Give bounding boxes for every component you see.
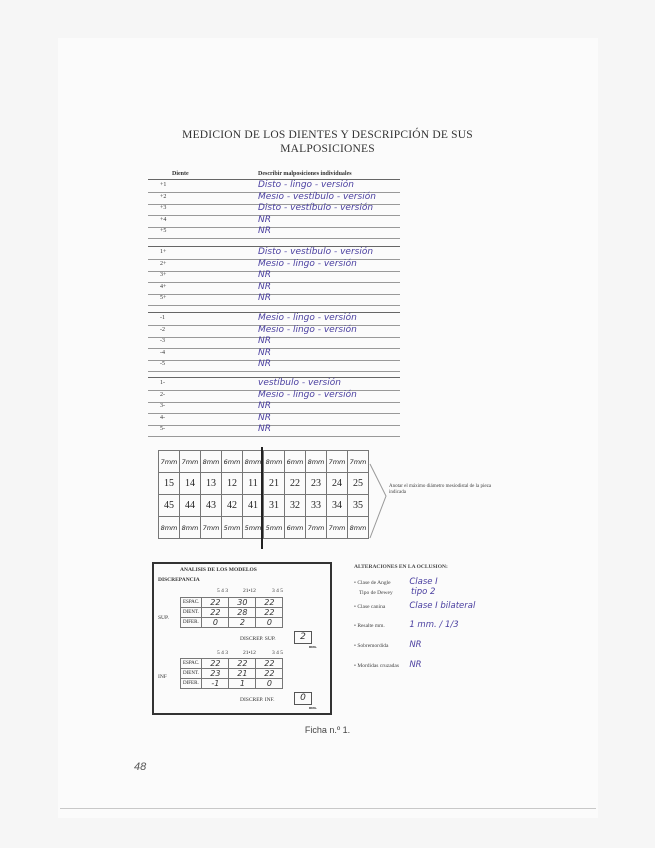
malposition-text: Mesio - lingo - versión [258,258,357,269]
tooth-label: 2- [160,391,165,398]
analysis-value: 22 [256,669,283,679]
diameter-cell: 5mm [243,517,264,539]
tooth-label: 5+ [160,295,167,301]
alteraciones-title: ALTERACIONES EN LA OCLUSION: [354,564,448,570]
column-header-malpositions: Describir malposiciones individuales [258,171,352,177]
document-title [0,128,655,156]
row-label: DIFER. [181,679,202,689]
diameter-cell: 8mm [159,517,180,539]
alteracion-label: Sobremordida [357,643,389,649]
col-label: 5 4 3 [217,650,228,656]
diameter-cell: 8mm [348,517,369,539]
malposition-text: NR [258,401,271,411]
alteracion-item [354,640,422,650]
table-row [148,359,400,372]
row-label: DIENT. [181,608,202,618]
table-row [148,424,400,437]
tooth-number-cell: 43 [201,495,222,517]
malposition-text: NR [258,270,271,280]
bullet: • [354,580,358,586]
analysis-value: 0 [256,618,283,628]
alteracion-item [354,587,435,597]
tooth-label: -5 [160,361,165,367]
row-label: DIENT. [181,669,202,679]
table-row [148,293,400,306]
tooth-label: +4 [160,216,167,223]
malposition-text: Mesio - vestíbulo - versión [258,191,376,202]
table-row [148,226,400,239]
analysis-value: 0 [256,679,283,689]
tooth-number-cell: 42 [222,495,243,517]
tooth-number-cell: 22 [285,473,306,495]
tooth-number-cell: 44 [180,495,201,517]
diameter-cell: 6mm [222,451,243,473]
grid-note: Anotar el máximo diámetro mesiodistal de la pieza indicada [389,484,492,495]
analysis-value: 28 [229,608,256,618]
diameter-cell: 5mm [264,517,285,539]
alteracion-value: NR [409,660,422,670]
analysis-value: 22 [256,598,283,608]
malposition-text: NR [258,359,271,369]
analysis-value: 1 [229,679,256,689]
tooth-number-cell: 14 [180,473,201,495]
alteracion-item [354,577,438,587]
malposition-text: Mesio - lingo - versión [258,313,357,323]
malposition-text: Disto - lingo - versión [258,180,354,190]
analysis-value: 22 [256,608,283,618]
tooth-label: +2 [160,193,167,200]
tooth-label: -4 [160,349,165,356]
tooth-label: 5- [160,426,165,432]
alteracion-label: Tipo de Dewey [359,590,393,596]
diameter-cell: 7mm [327,517,348,539]
analysis-value: 0 [202,618,229,628]
row-label: ESPAC. [181,598,202,608]
analysis-value: 21 [229,669,256,679]
malposition-text: NR [258,281,271,292]
row-label: ESPAC. [181,659,202,669]
diameter-cell: 7mm [159,451,180,473]
malposition-text: NR [258,412,271,423]
analysis-value: 22 [256,659,283,669]
tooth-measurement-grid [158,450,369,539]
tooth-label: -1 [160,315,165,321]
tooth-label: +1 [160,182,167,188]
alteracion-value: 1 mm. / 1/3 [409,620,459,630]
tooth-label: +3 [160,205,167,211]
diameter-cell: 8mm [180,517,201,539]
col-label: 3 4 5 [272,588,283,594]
tooth-label: 3- [160,403,165,409]
tooth-label: +5 [160,228,167,234]
diameter-cell: 7mm [306,517,327,539]
diameter-cell: 8mm [243,451,264,473]
analysis-value: 22 [229,659,256,669]
alteracion-label: Mordidas cruzadas [357,663,400,669]
analysis-subtitle: DISCREPANCIA [158,577,200,583]
diameter-cell: 8mm [201,451,222,473]
page-number: 48 [134,761,147,773]
alteracion-value: NR [409,640,422,650]
discrep-sup-label: DISCREP. SUP. [240,636,276,642]
title-line-2: MALPOSICIONES [280,143,375,155]
analysis-value: 23 [202,669,229,679]
diameter-cell: 5mm [222,517,243,539]
malposition-text: NR [258,336,271,346]
sup-label: SUP. [158,615,169,621]
col-label: 5 4 3 [217,588,228,594]
alteracion-value: tipo 2 [411,587,436,597]
malposition-text: Mesio - lingo - versión [258,324,357,335]
inf-table [180,658,283,689]
tooth-number-cell: 24 [327,473,348,495]
col-label: 21•12 [243,588,256,594]
analysis-value: 22 [202,608,229,618]
tooth-label: -2 [160,326,165,333]
analysis-value: 22 [202,659,229,669]
tooth-number-cell: 25 [348,473,369,495]
figure-caption: Ficha n.º 1. [304,725,351,735]
analysis-value: 2 [229,618,256,628]
analysis-value: 30 [229,598,256,608]
tooth-number-cell: 35 [348,495,369,517]
col-label: 3 4 5 [272,650,283,656]
alteracion-label: Resalte mm. [357,623,385,629]
alteracion-item [354,620,459,630]
tooth-label: 1+ [160,249,167,255]
analysis-title: ANALISIS DE LOS MODELOS [180,567,257,573]
column-header-tooth: Diente [172,171,189,177]
diameter-cell: 7mm [201,517,222,539]
discrep-inf-label: DISCREP. INF. [240,697,275,703]
tooth-label: 1- [160,380,165,386]
bullet: • [354,663,358,669]
analysis-value: -1 [202,679,229,689]
analysis-value: 22 [202,598,229,608]
alteracion-value: Clase I bilateral [409,601,476,611]
bullet: • [354,643,358,649]
model-analysis-box [152,562,332,715]
tooth-number-cell: 34 [327,495,348,517]
discrep-sup-value: 2 [294,631,312,644]
malposition-text: NR [258,293,271,303]
tooth-number-cell: 31 [264,495,285,517]
tooth-number-cell: 23 [306,473,327,495]
unit-label: mm. [309,644,317,649]
diameter-cell: 7mm [327,451,348,473]
alteracion-label: Clase de Angle [357,580,391,586]
malposition-text: NR [258,226,271,236]
title-line-1: MEDICION DE LOS DIENTES Y DESCRIPCIÓN DE SUS [182,129,473,141]
sup-table [180,597,283,628]
tooth-number-cell: 12 [222,473,243,495]
tooth-number-cell: 15 [159,473,180,495]
col-label: 21•12 [243,650,256,656]
row-label: DIFER. [181,618,202,628]
unit-label: mm. [309,705,317,710]
tooth-label: 3+ [160,272,167,278]
tooth-label: 4+ [160,283,167,290]
malposition-text: Mesio - lingo - versión [258,389,357,400]
diameter-cell: 6mm [285,517,306,539]
diameter-cell: 7mm [180,451,201,473]
inf-label: INF [158,674,167,680]
malposition-text: Disto - vestíbulo - versión [258,203,374,213]
alteracion-item [354,601,475,611]
alteracion-item [354,660,422,670]
malposition-text: Disto - vestíbulo - versión [258,247,374,257]
discrep-inf-value: 0 [294,692,312,705]
tooth-number-cell: 41 [243,495,264,517]
tooth-number-cell: 13 [201,473,222,495]
malposition-text: NR [258,347,271,358]
midline-divider [261,447,263,549]
malposition-text: NR [258,214,271,225]
bottom-rule [60,808,596,809]
tooth-number-cell: 32 [285,495,306,517]
tooth-label: 2+ [160,260,167,267]
tooth-label: 4- [160,414,165,421]
diameter-cell: 7mm [348,451,369,473]
malposition-text: vestíbulo - versión [258,378,341,388]
tooth-number-cell: 11 [243,473,264,495]
bullet: • [354,604,358,610]
alteracion-value: Clase I [409,577,438,587]
note-bracket [368,462,388,542]
bullet: • [354,623,358,629]
diameter-cell: 8mm [306,451,327,473]
tooth-label: -3 [160,338,165,344]
tooth-number-cell: 21 [264,473,285,495]
diameter-cell: 6mm [285,451,306,473]
tooth-number-cell: 45 [159,495,180,517]
alteracion-label: Clase canina [357,604,386,610]
tooth-number-cell: 33 [306,495,327,517]
diameter-cell: 8mm [264,451,285,473]
malposition-text: NR [258,424,271,434]
